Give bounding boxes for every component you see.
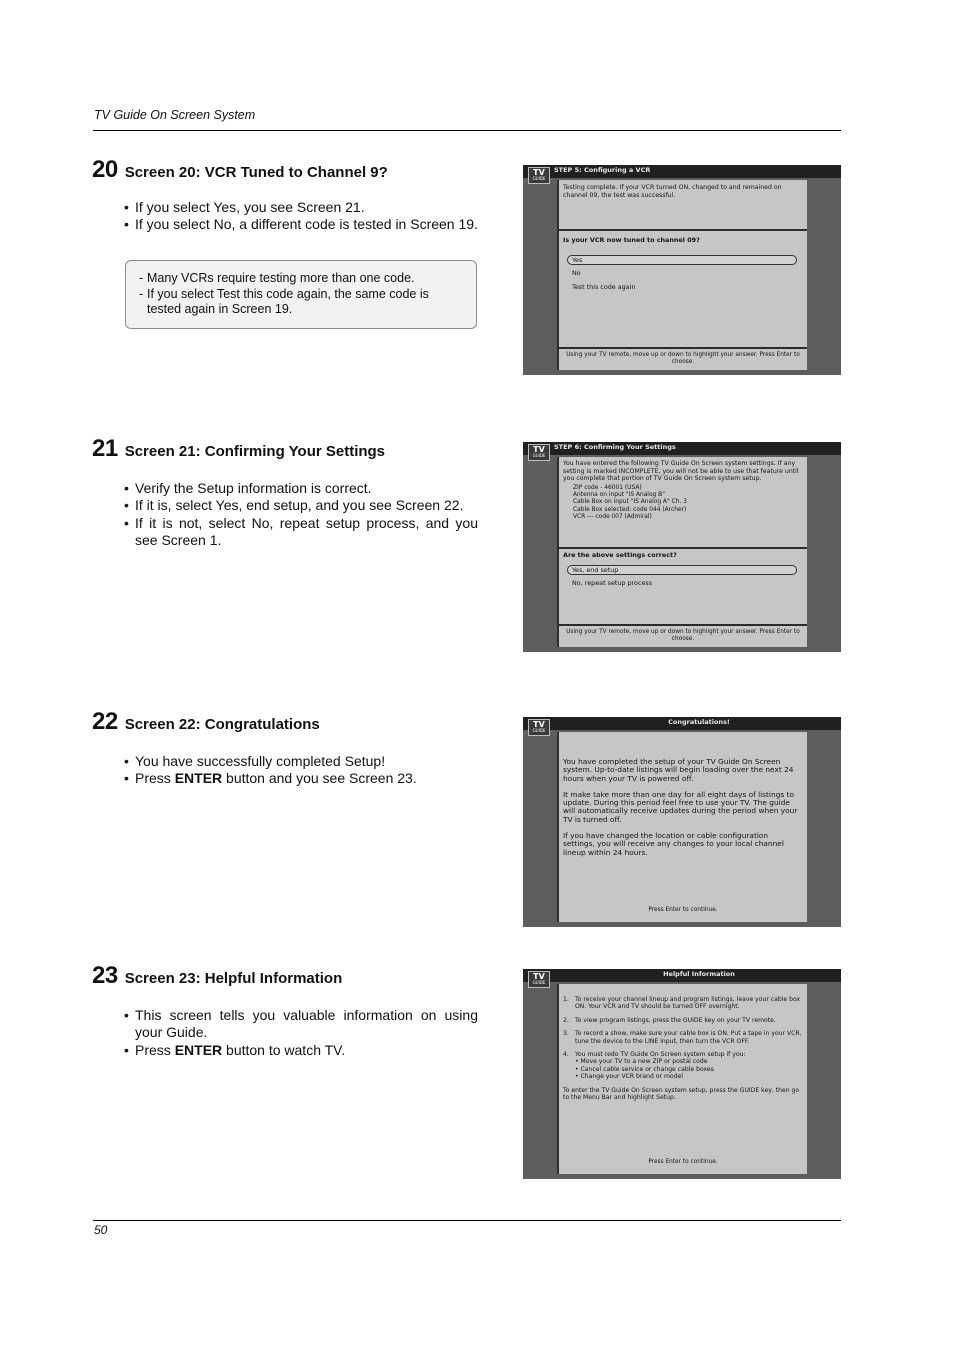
screen-body: [563, 758, 802, 865]
screen-title: Helpful Information: [663, 970, 735, 978]
screen-panel: [557, 457, 807, 647]
closing-text: To enter the TV Guide On Screen system setup, press the GUIDE key, then go to the Menu Bar and highlight Setup.: [563, 1086, 800, 1102]
section-20-bullets: [124, 199, 478, 234]
list-item: • Press ENTER button and you see Screen 23.: [124, 770, 478, 787]
section-title: Screen 23: Helpful Information: [124, 970, 343, 987]
list-item: • If you select No, a different code is tested in Screen 19.: [124, 216, 478, 233]
tv-guide-logo: TV GUIDE: [528, 167, 550, 184]
list-item: • If it is, select Yes, end setup, and you see Screen 22.: [124, 497, 478, 514]
screen-intro: You have entered the following TV Guide On Screen system settings. If any setting is marked INCOMPLETE, you will not be able to use that feature until you complete that portion of TV Guide On Screen system setup.: [563, 460, 799, 483]
setting-item: Cable Box selected: code 044 (Archer): [573, 506, 687, 513]
section-number: 20: [92, 156, 118, 183]
screen-footer: Press Enter to continue.: [648, 1159, 718, 1165]
screen-title: STEP 5: Configuring a VCR: [554, 166, 651, 174]
header-rule: [93, 130, 841, 131]
tv-screen-23: [523, 969, 841, 1179]
screen-footer: Using your TV remote, move up or down to highlight your answer. Press Enter to choose.: [566, 629, 800, 642]
list-item: • You have successfully completed Setup!: [124, 753, 478, 770]
section-number: 23: [92, 962, 118, 989]
tv-guide-logo: TV GUIDE: [528, 971, 550, 988]
section-22-heading: [92, 710, 320, 734]
note-item: - Many VCRs require testing more than one code.: [139, 271, 466, 287]
section-number: 21: [92, 435, 118, 462]
list-item: 1. To receive your channel lineup and program listings, leave your cable box ON. Your VCR and TV should be turned OFF overnight.: [563, 996, 801, 1011]
tv-guide-logo: TV GUIDE: [528, 444, 550, 461]
screen-footer: Using your TV remote, move up or down to highlight your answer. Press Enter to choose.: [566, 352, 800, 365]
section-number: 22: [92, 708, 118, 735]
option-no-repeat: No, repeat setup process: [572, 579, 653, 587]
section-title: Screen 20: VCR Tuned to Channel 9?: [124, 164, 388, 181]
divider: [559, 547, 807, 549]
section-22-bullets: [124, 753, 478, 788]
screen-panel: [557, 732, 807, 922]
setting-item: VCR --- code 007 (Admiral): [573, 513, 652, 520]
option-yes: Yes: [572, 256, 583, 264]
tv-screen-22: [523, 717, 841, 927]
option-yes-end-setup: Yes, end setup: [572, 566, 619, 574]
list-item: 4. You must redo TV Guide On Screen system setup if you: • Move your TV to a new ZIP or postal code • Cancel cable service or change cable boxes • Change your VCR brand or model: [563, 1051, 802, 1081]
tv-guide-logo: TV GUIDE: [528, 719, 550, 736]
divider: [559, 624, 807, 626]
screen-title: Congratulations!: [668, 718, 730, 726]
paragraph: You have completed the setup of your TV Guide On Screen system. Up-to-date listings will begin loading over the next 24 hours when your TV is powered off.: [563, 757, 794, 783]
section-21-heading: [92, 437, 385, 461]
tv-screen-21: [523, 442, 841, 652]
option-no: No: [572, 269, 581, 277]
list-item: • Verify the Setup information is correct.: [124, 480, 478, 497]
selection-highlight: [567, 255, 797, 265]
list-item: • Press ENTER button to watch TV.: [124, 1042, 478, 1059]
header-title: TV Guide On Screen System: [94, 108, 256, 122]
list-item: 2. To view program listings, press the GUIDE key on your TV remote.: [563, 1016, 776, 1024]
section-20-heading: [92, 158, 388, 182]
screen-title: STEP 6: Confirming Your Settings: [554, 443, 676, 451]
section-23-bullets: [124, 1007, 478, 1059]
tv-screen-20: [523, 165, 841, 375]
setting-item: ZIP code - 46001 (USA): [573, 485, 642, 491]
screen-body: [563, 996, 802, 1101]
section-23-heading: [92, 964, 342, 988]
sub-item: • Change your VCR brand or model: [575, 1073, 683, 1081]
screen-intro: Testing complete. If your VCR turned ON, changed to and remained on channel 09, the test was successful.: [563, 184, 782, 199]
settings-list: [573, 485, 802, 521]
screen-question: Are the above settings correct?: [563, 551, 677, 559]
section-title: Screen 21: Confirming Your Settings: [124, 443, 386, 460]
screen-panel: [557, 180, 807, 370]
screen-question: Is your VCR now tuned to channel 09?: [563, 236, 700, 244]
setting-item: Antenna on input "IS Analog B": [573, 492, 665, 499]
sub-item: • Cancel cable service or change cable boxes: [575, 1065, 714, 1073]
divider: [559, 347, 807, 349]
paragraph: It make take more than one day for all eight days of listings to update. During this period feel free to use your TV. The guide will automatically receive updates during the period when your TV is turned off.: [563, 789, 798, 824]
sub-item: • Move your TV to a new ZIP or postal code: [575, 1058, 708, 1066]
screen-panel: [557, 984, 807, 1174]
divider: [559, 229, 807, 231]
note-box: [125, 260, 477, 329]
list-item: 3. To record a show, make sure your cable box is ON. Put a tape in your VCR, tune the device to the LINE input, then turn the VCR OFF.: [563, 1030, 802, 1045]
screen-footer: Press Enter to continue.: [648, 907, 718, 913]
paragraph: If you have changed the location or cable configuration settings, you will receive any changes to your local channel lineup within 24 hours.: [563, 831, 784, 857]
note-item: - If you select Test this code again, the same code is tested again in Screen 19.: [139, 287, 466, 318]
page-number: 50: [94, 1223, 108, 1237]
list-item: • If you select Yes, you see Screen 21.: [124, 199, 478, 216]
list-item: • If it is not, select No, repeat setup process, and you see Screen 1.: [124, 515, 478, 550]
footer-rule: [93, 1220, 841, 1221]
section-title: Screen 22: Congratulations: [124, 716, 320, 733]
section-21-bullets: [124, 480, 478, 549]
list-item: • This screen tells you valuable information on using your Guide.: [124, 1007, 478, 1042]
option-test-again: Test this code again: [572, 283, 636, 291]
setting-item: Cable Box on input "IS Analog A" Ch. 3: [573, 499, 687, 506]
